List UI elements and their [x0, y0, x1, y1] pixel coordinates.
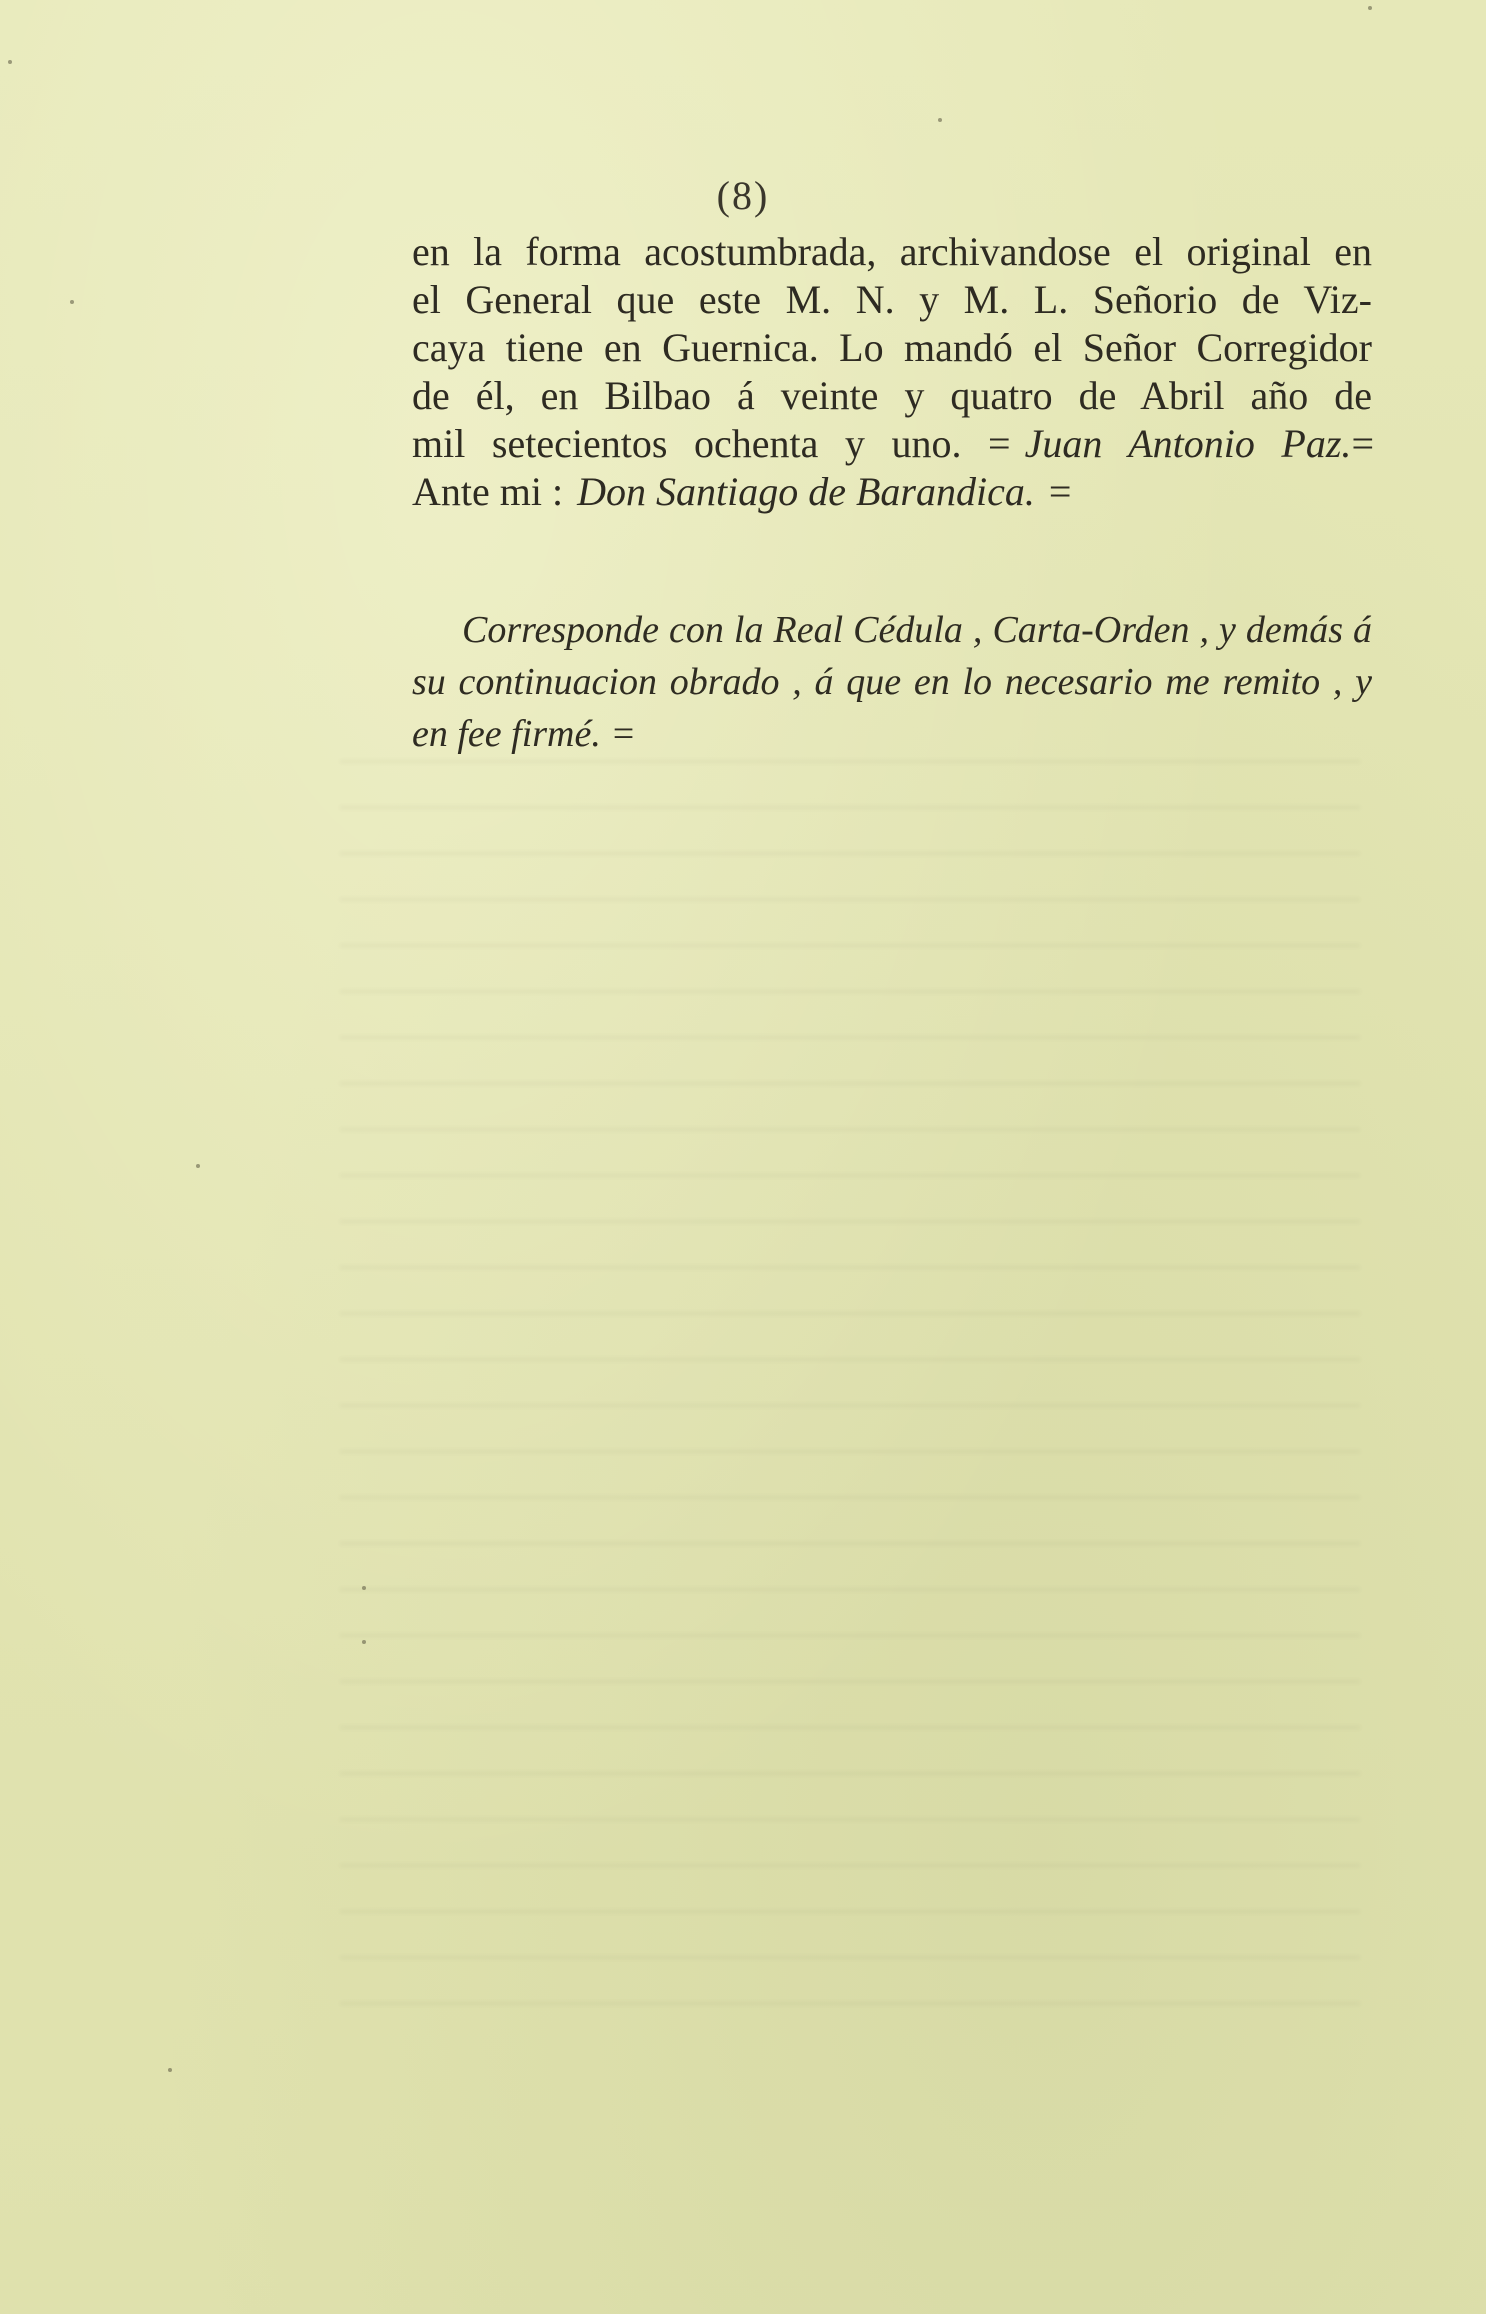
text-line: en fee firmé. =: [412, 713, 637, 755]
paper-speck: [938, 118, 942, 122]
text-line: de él, en Bilbao á veinte y quatro de Abril año de: [412, 373, 1372, 418]
signature-juan-antonio-paz: Juan Antonio Paz.: [1024, 421, 1352, 466]
separator-mark: =: [1048, 469, 1070, 514]
paper-speck: [362, 1640, 366, 1644]
text-line-ante: [412, 468, 1372, 516]
paper-speck: [168, 2068, 172, 2072]
separator-mark: =: [1351, 421, 1372, 466]
ante-label: Ante mi :: [412, 469, 564, 514]
text-fragment: mil setecientos ochenta y uno. =: [412, 421, 1011, 466]
paper-speck: [8, 60, 12, 64]
show-through-texture: [340, 760, 1360, 2020]
signature-santiago-barandica: Don Santiago de Barandica.: [577, 469, 1035, 514]
paper-speck: [362, 1586, 366, 1590]
page-number: (8): [716, 173, 770, 218]
text-line: caya tiene en Guernica. Lo mandó el Señor Corregidor: [412, 325, 1372, 370]
text-line: en la forma acostumbrada, archivandose el original en: [412, 229, 1372, 274]
text-line: Corresponde con la Real Cédula , Carta-Orden , y demás á: [462, 609, 1372, 651]
body-paragraph-1: [412, 228, 1372, 516]
body-paragraph-2: [412, 604, 1372, 760]
paper-speck: [196, 1164, 200, 1168]
text-line-with-signature: [412, 420, 1372, 468]
paper-speck: [70, 300, 74, 304]
text-line: el General que este M. N. y M. L. Señorio de Viz-: [412, 277, 1372, 322]
text-line: su continuacion obrado , á que en lo necesario me remito , y: [412, 661, 1372, 703]
paper-speck: [1368, 6, 1372, 10]
